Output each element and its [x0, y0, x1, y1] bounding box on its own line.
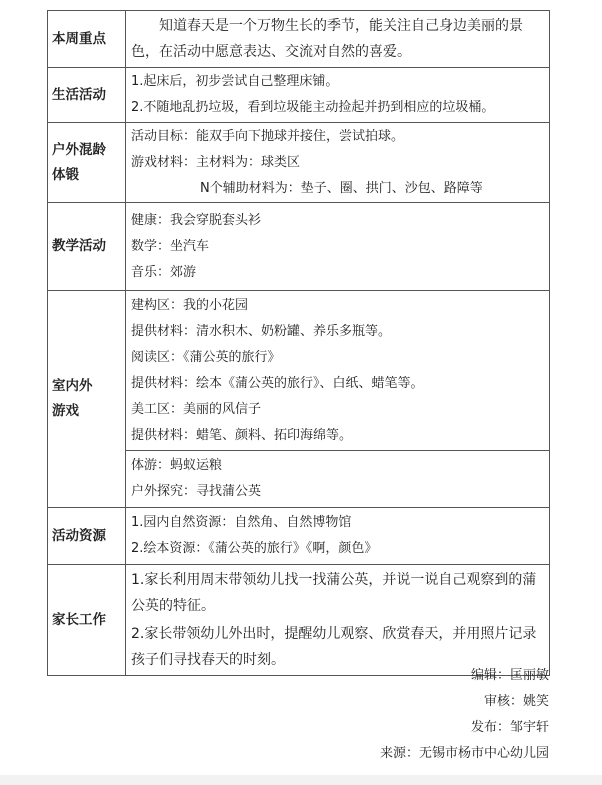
teaching-item: 音乐：郊游	[131, 264, 197, 280]
outdoor-materials: 游戏材料：主材料为：球类区	[131, 154, 301, 170]
reviewer-credit: 审核：姚笑	[483, 694, 549, 709]
teaching-item: 健康：我会穿脱套头衫	[131, 212, 262, 228]
row-games-indoor	[48, 291, 550, 451]
game-item: 建构区：我的小花园	[131, 297, 249, 313]
game-item: 户外探究：寻找蒲公英	[131, 484, 262, 499]
header-parent-work: 家长工作	[48, 565, 126, 676]
header-daily-activities: 生活活动	[48, 68, 126, 123]
game-item: 阅读区：《蒲公英的旅行》	[131, 349, 281, 365]
weekly-plan-table	[47, 10, 550, 676]
teaching-item: 数学：坐汽车	[131, 238, 210, 254]
row-parent-work	[48, 565, 550, 676]
outdoor-goal: 活动目标：能双手向下抛球并接住，尝试拍球。	[131, 128, 405, 144]
row-outdoor-exercise	[48, 123, 550, 203]
outdoor-aux-materials: N个辅助材料为：垫子、圈、拱门、沙包、路障等	[200, 180, 483, 196]
resource-item: 2.绘本资源：《蒲公英的旅行》《啊，颜色》	[131, 541, 378, 556]
parent-work-item: 1.家长利用周末带领幼儿找一找蒲公英，并说一说自己观察到的蒲公英的特征。	[131, 572, 537, 614]
header-teaching-activities: 教学活动	[48, 203, 126, 291]
daily-activity-item: 1.起床后，初步尝试自己整理床铺。	[131, 74, 339, 89]
row-daily-activities	[48, 68, 550, 123]
parent-work-item: 2.家长带领幼儿外出时，提醒幼儿观察、欣赏春天，并用照片记录孩子们寻找春天的时刻。	[131, 626, 537, 668]
row-resources	[48, 508, 550, 565]
weekly-focus-text: 知道春天是一个万物生长的季节，能关注自己身边美丽的景色，在活动中愿意表达、交流对自然的喜爱。	[131, 18, 523, 60]
header-games: 室内外 游戏	[48, 291, 126, 508]
game-item: 美工区：美丽的风信子	[131, 401, 262, 417]
row-teaching-activities	[48, 203, 550, 291]
game-item: 提供材料：蜡笔、颜料、拓印海绵等。	[131, 427, 353, 443]
bottom-scroll-strip	[0, 775, 602, 785]
header-outdoor-exercise: 户外混龄 体锻	[48, 123, 126, 203]
header-weekly-focus: 本周重点	[48, 11, 126, 68]
source-credit: 来源：无锡市杨市中心幼儿园	[379, 746, 549, 761]
game-item: 体游：蚂蚁运粮	[131, 458, 223, 473]
publisher-credit: 发布：邹宇轩	[470, 720, 549, 735]
daily-activity-item: 2.不随地乱扔垃圾，看到垃圾能主动捡起并扔到相应的垃圾桶。	[131, 100, 495, 115]
game-item: 提供材料：清水积木、奶粉罐、养乐多瓶等。	[131, 323, 392, 339]
game-item: 提供材料：绘本《蒲公英的旅行》、白纸、蜡笔等。	[131, 375, 424, 391]
resource-item: 1.园内自然资源：自然角、自然博物馆	[131, 515, 352, 530]
header-resources: 活动资源	[48, 508, 126, 565]
editor-credit: 编辑：匡丽敏	[470, 668, 549, 683]
row-weekly-focus	[48, 11, 550, 68]
credits	[380, 663, 549, 767]
